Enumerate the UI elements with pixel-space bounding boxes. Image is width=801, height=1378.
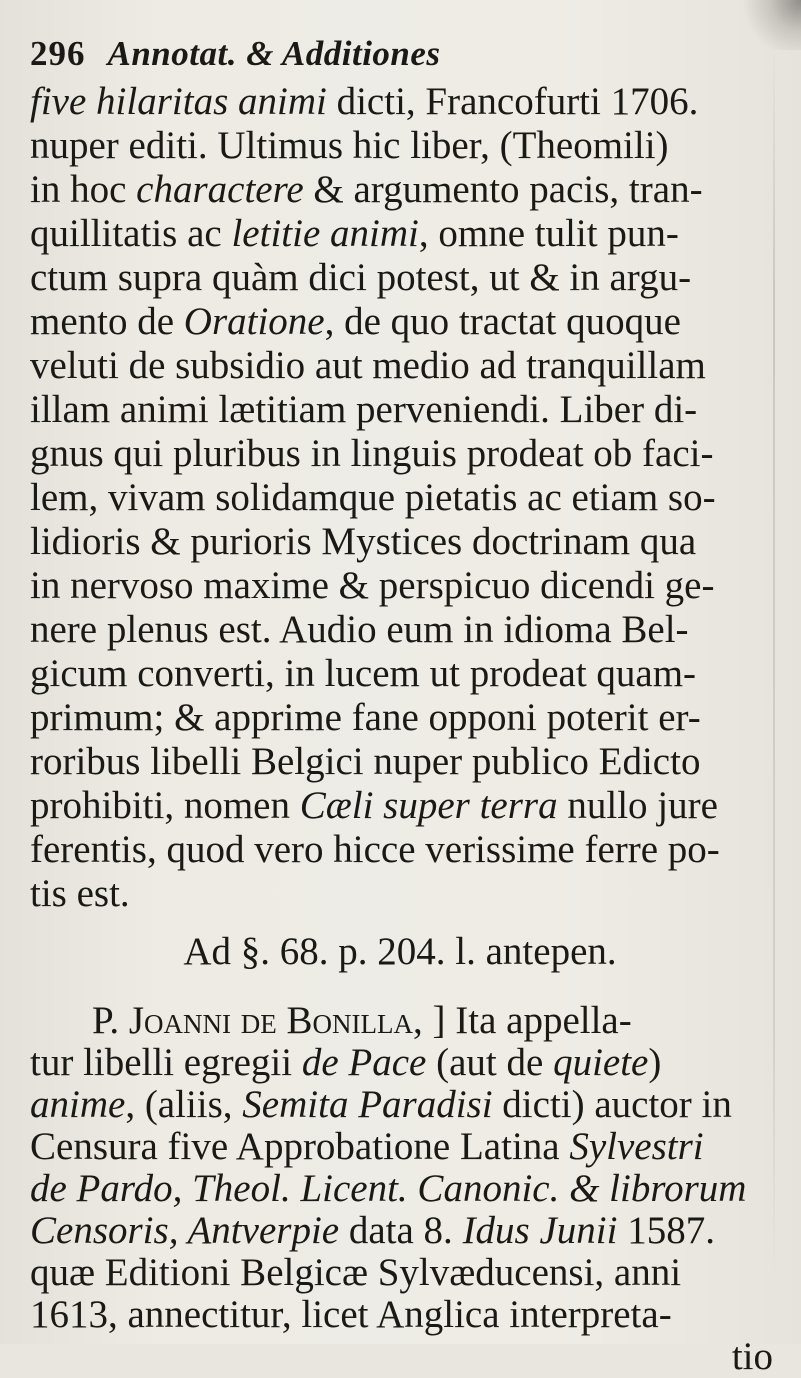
- text-span: 1587.: [617, 1210, 715, 1252]
- text-span: , ] Ita appella-: [413, 1000, 632, 1042]
- text-span: , de quo tractat quoque: [324, 300, 681, 343]
- running-header: [30, 30, 770, 78]
- italic-text: Sylvestri: [569, 1126, 704, 1168]
- text-span: nullo jure: [557, 784, 718, 827]
- text-line: [30, 1126, 770, 1168]
- text-line: [30, 80, 770, 124]
- text-line: nere plenus est. Audio eum in idioma Bel-: [30, 608, 689, 651]
- page-number: 296: [30, 34, 86, 73]
- running-title: Annotat. & Additiones: [107, 34, 441, 73]
- italic-text: hilaritas animi: [96, 80, 327, 123]
- text-span: tur libelli egregii: [30, 1042, 302, 1084]
- text-span: dicti) auctor in: [492, 1084, 732, 1126]
- italic-text: Oratione: [183, 300, 325, 343]
- text-span: dicti, Francofurti 1706.: [326, 80, 699, 123]
- text-span: data 8.: [339, 1210, 463, 1252]
- text-line: gnus qui pluribus in linguis prodeat ob faci-: [30, 432, 714, 475]
- text-line: [30, 1042, 770, 1084]
- text-line: roribus libelli Belgici nuper publico Edicto: [30, 740, 701, 783]
- text-span: mento de: [30, 300, 184, 343]
- italic-text: Censoris, Antverpie: [30, 1210, 340, 1252]
- text-span: ): [648, 1042, 662, 1084]
- section-heading: Ad §. 68. p. 204. l. antepen.: [183, 930, 617, 973]
- text-line: [30, 1168, 770, 1210]
- text-span: in hoc: [30, 168, 137, 211]
- italic-text: letitie animi: [231, 212, 419, 255]
- italic-text: quiete: [553, 1042, 649, 1084]
- text-line: [30, 300, 770, 344]
- text-span: & argumento pacis, tran-: [303, 168, 703, 211]
- italic-text: de Pardo, Theol. Licent. Canonic. & librorum: [30, 1168, 747, 1210]
- text-line: [30, 784, 770, 828]
- text-line: 1613, annectitur, licet Anglica interpreta-: [30, 1294, 672, 1336]
- text-line: in nervoso maxime & perspicuo dicendi ge-: [30, 564, 715, 607]
- text-line: veluti de subsidio aut medio ad tranquillam: [30, 344, 706, 387]
- text-span: quillitatis ac: [30, 212, 232, 255]
- italic-text: anime: [30, 1084, 126, 1126]
- italic-text: five: [30, 80, 97, 123]
- text-span: , (aliis,: [125, 1084, 243, 1126]
- italic-text: de Pace: [301, 1042, 427, 1084]
- text-line: gicum converti, in lucem ut prodeat quam-: [30, 652, 697, 695]
- text-line: quæ Editioni Belgicæ Sylvæducensi, anni: [30, 1252, 682, 1294]
- text-line: [30, 212, 770, 256]
- italic-text: Cæli super terra: [299, 784, 558, 827]
- text-line: illam animi lætitiam perveniendi. Liber di-: [30, 388, 698, 431]
- text-line: nuper editi. Ultimus hic liber, (Theomili): [30, 124, 669, 167]
- text-line: tis est.: [30, 872, 130, 915]
- text-line: ctum supra quàm dici potest, ut & in argu-: [30, 256, 692, 299]
- text-line: lidioris & purioris Mystices doctrinam qua: [30, 520, 697, 563]
- page-edge-shadow: [773, 40, 775, 1280]
- text-line: primum; & apprime fane opponi poterit er-: [30, 696, 701, 739]
- text-line: [30, 1084, 770, 1126]
- text-line: [30, 1210, 770, 1252]
- catchword: tio: [731, 1335, 773, 1378]
- text-line: ferentis, quod vero hicce verissime ferre po-: [30, 828, 720, 871]
- italic-text: Semita Paradisi: [242, 1084, 493, 1126]
- text-line: [30, 168, 770, 212]
- text-span: Censura five Approbatione Latina: [30, 1126, 570, 1168]
- italic-text: charactere: [136, 168, 304, 211]
- italic-text: Idus Junii: [462, 1210, 618, 1252]
- text-span: , omne tulit pun-: [418, 212, 679, 255]
- text-line: lem, vivam solidamque pietatis ac etiam so-: [30, 476, 716, 519]
- text-span: P.: [92, 1000, 129, 1042]
- text-line: [30, 1000, 770, 1042]
- small-caps-name: Joanni de Bonilla: [128, 1000, 414, 1042]
- text-span: (aut de: [426, 1042, 554, 1084]
- text-span: prohibiti, nomen: [30, 784, 300, 827]
